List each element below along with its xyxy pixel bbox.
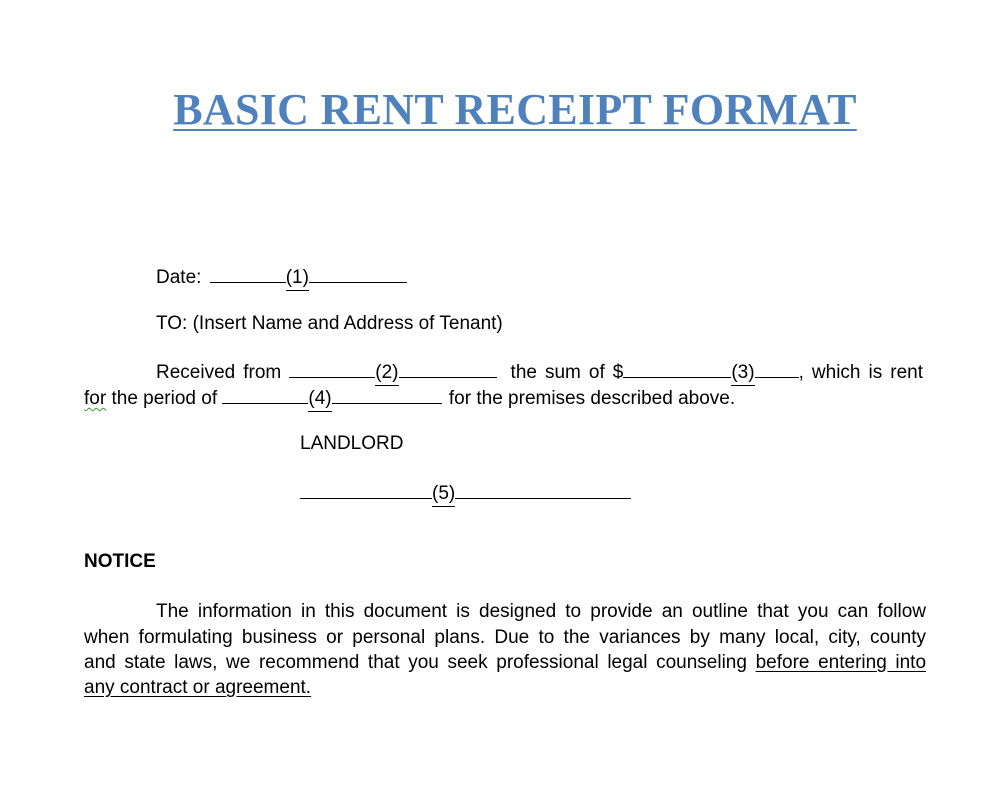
premises-text: for the premises described above. bbox=[448, 388, 736, 409]
notice-line-4-underlined: any contract or agreement. bbox=[84, 677, 312, 698]
period-of-label: the period of bbox=[111, 388, 218, 409]
payer-blank-right[interactable] bbox=[399, 360, 497, 378]
period-line bbox=[84, 386, 735, 412]
page-title: BASIC RENT RECEIPT FORMAT bbox=[173, 85, 857, 134]
date-field-number: (1) bbox=[286, 266, 309, 291]
sum-of-label: the sum of $ bbox=[510, 362, 624, 383]
date-label: Date: bbox=[156, 267, 202, 288]
to-line: TO: (Insert Name and Address of Tenant) bbox=[156, 313, 503, 334]
notice-heading: NOTICE bbox=[84, 551, 156, 572]
date-blank-right[interactable] bbox=[309, 265, 407, 283]
amount-blank-right[interactable] bbox=[755, 360, 799, 378]
payer-field-number: (2) bbox=[375, 361, 398, 386]
notice-line-2-text: when formulating business or personal plans. Due to the variances by many local, city, county bbox=[84, 627, 926, 648]
notice-line-2 bbox=[84, 625, 926, 650]
received-line bbox=[156, 360, 923, 386]
period-blank-right[interactable] bbox=[332, 386, 442, 404]
period-blank-left[interactable] bbox=[222, 386, 308, 404]
signature-blank-right[interactable] bbox=[455, 481, 631, 499]
notice-line-3-text: and state laws, we recommend that you seek professional legal counseling bbox=[84, 652, 747, 673]
notice-line-3 bbox=[84, 650, 926, 675]
signature-blank-left[interactable] bbox=[300, 481, 432, 499]
notice-line-1 bbox=[156, 599, 926, 624]
notice-line-4 bbox=[84, 676, 311, 700]
amount-field-number: (3) bbox=[731, 361, 754, 386]
period-field-number: (4) bbox=[308, 387, 331, 412]
which-is-rent-label: , which is rent bbox=[798, 362, 923, 383]
payer-blank-left[interactable] bbox=[289, 360, 375, 378]
notice-line-1-text: The information in this document is designed to provide an outline that you can follow bbox=[156, 601, 926, 622]
for-word: for bbox=[84, 388, 107, 409]
received-from-label: Received from bbox=[156, 362, 282, 383]
date-line bbox=[156, 265, 407, 291]
landlord-label: LANDLORD bbox=[300, 433, 404, 454]
date-blank-left[interactable] bbox=[210, 265, 286, 283]
signature-field-number: (5) bbox=[432, 482, 455, 507]
signature-line bbox=[300, 481, 631, 507]
amount-blank-left[interactable] bbox=[623, 360, 731, 378]
notice-line-3-underlined: before entering into bbox=[755, 652, 927, 673]
